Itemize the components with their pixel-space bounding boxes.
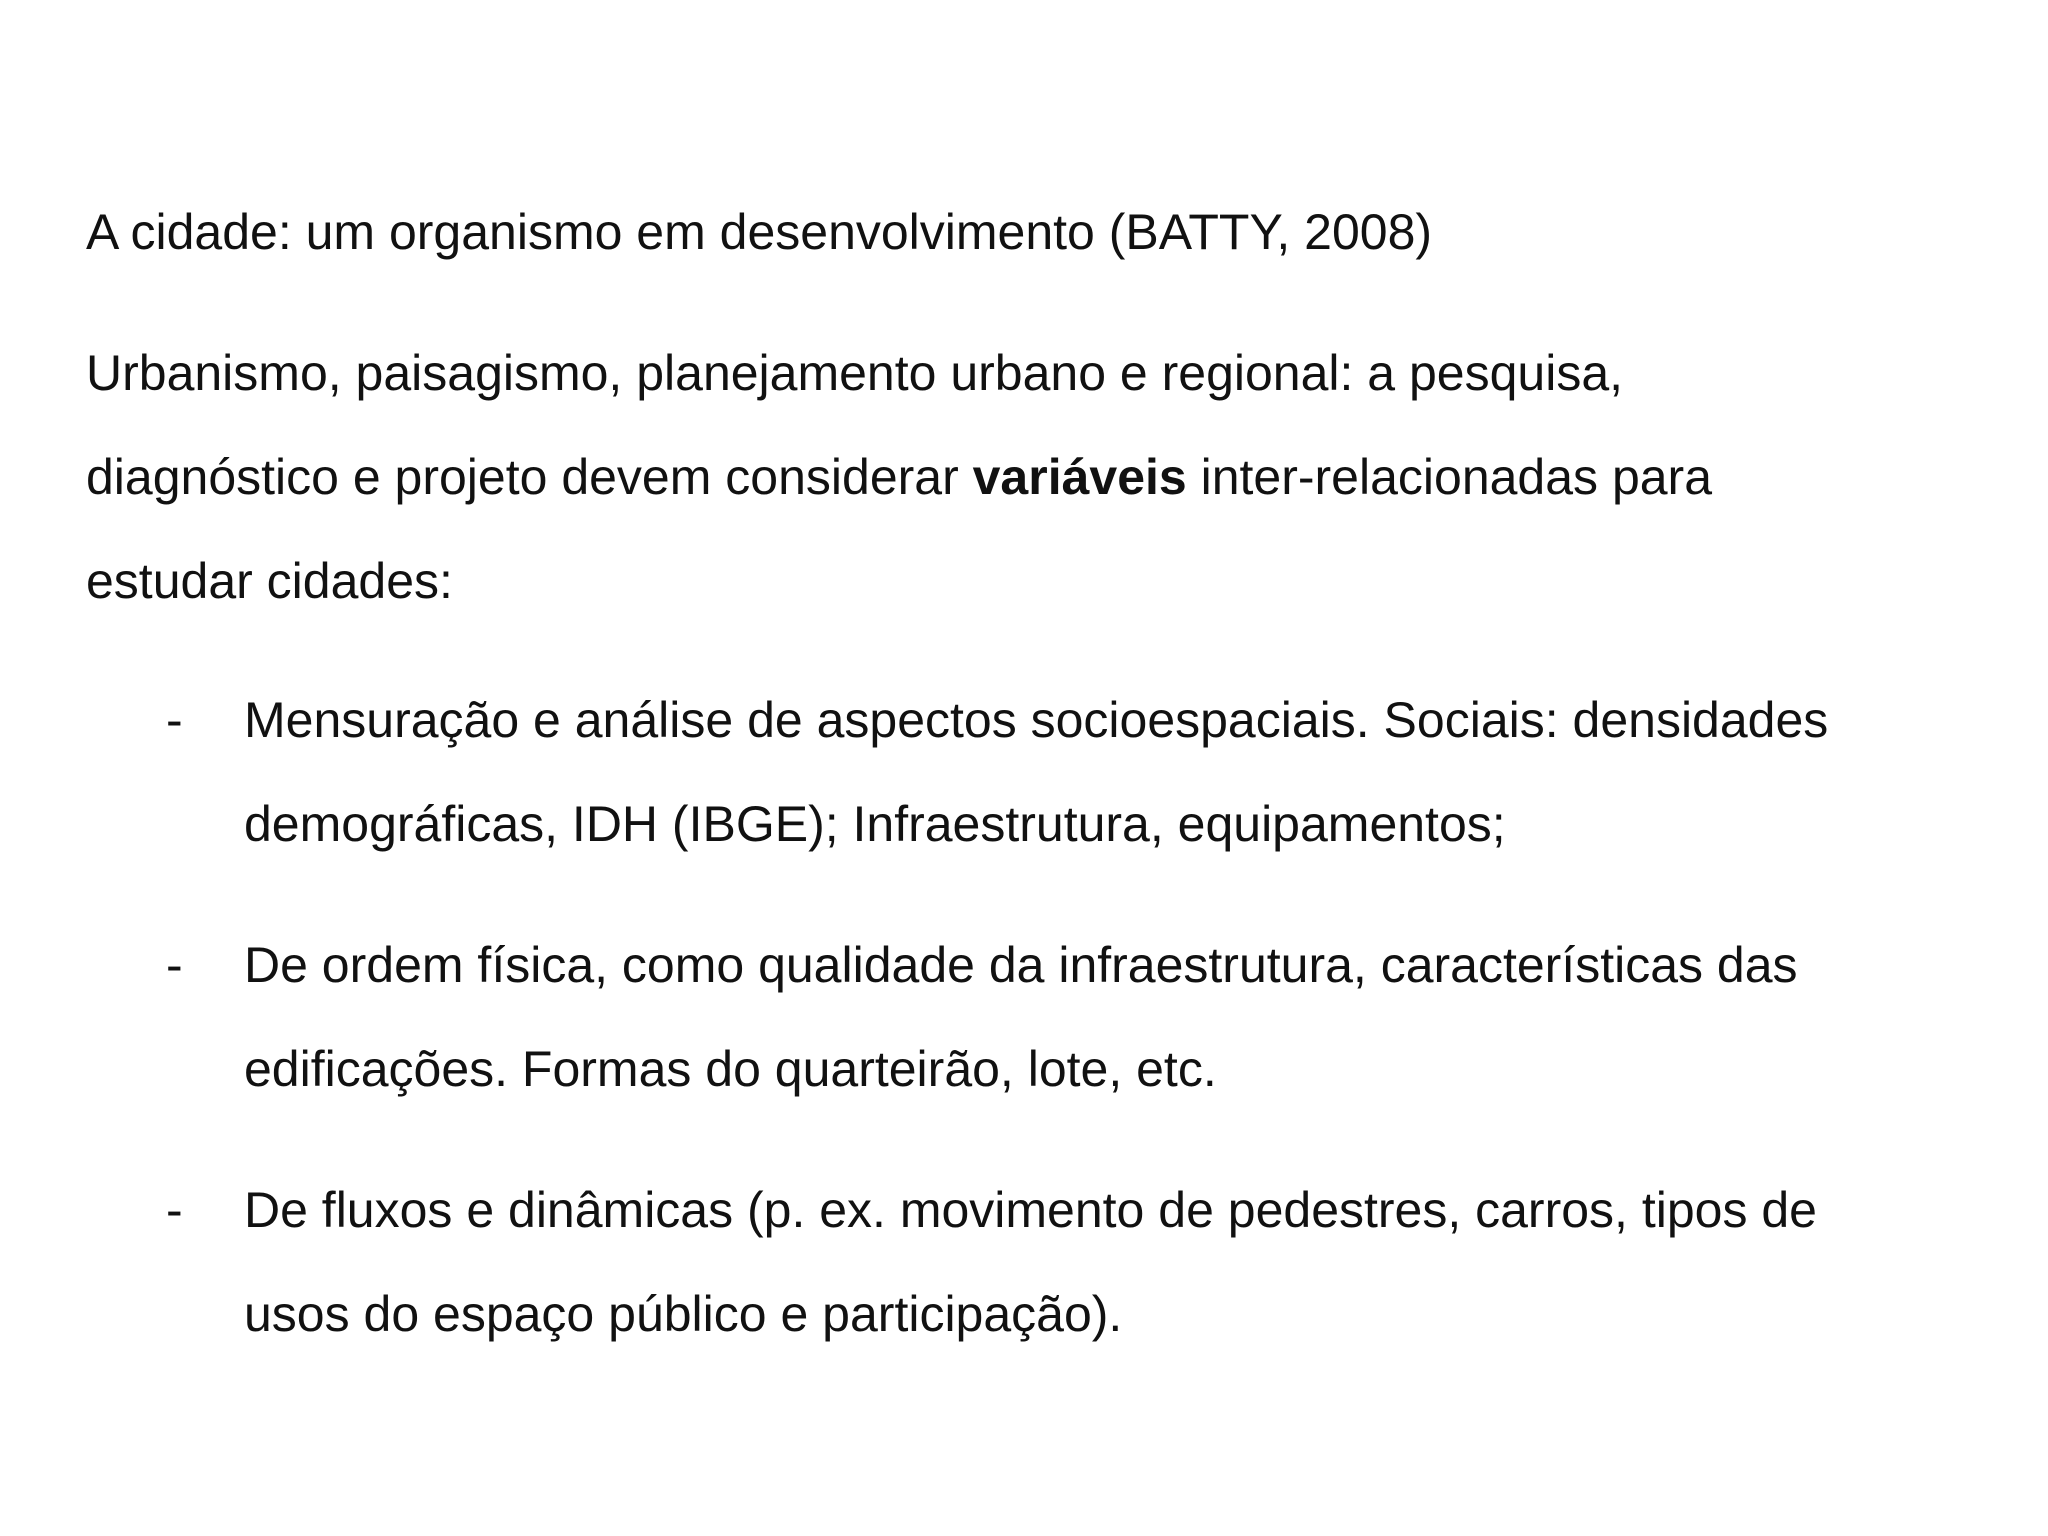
intro-line-3: estudar cidades: — [86, 553, 453, 609]
bullet-text-line: edificações. Formas do quarteirão, lote, etc. — [244, 1041, 1217, 1097]
intro-line-1: Urbanismo, paisagismo, planejamento urbano e regional: a pesquisa, — [86, 345, 1624, 401]
bullet-text-line: usos do espaço público e participação). — [244, 1286, 1123, 1342]
bullet-text-line: demográficas, IDH (IBGE); Infraestrutura, equipamentos; — [244, 796, 1506, 852]
bullet-item — [0, 690, 2048, 910]
bullet-text-line: De ordem física, como qualidade da infraestrutura, características das — [244, 937, 1798, 993]
emphasis-variaveis: variáveis — [972, 449, 1187, 505]
bullet-text-line: De fluxos e dinâmicas (p. ex. movimento de pedestres, carros, tipos de — [244, 1182, 1817, 1238]
bullet-marker: - — [166, 937, 183, 993]
bullet-item — [0, 1180, 2048, 1400]
intro-line-2 — [86, 447, 1712, 507]
intro-text: inter-relacionadas para — [1186, 449, 1713, 505]
bullet-text-line: Mensuração e análise de aspectos socioespaciais. Sociais: densidades — [244, 692, 1829, 748]
bullet-marker: - — [166, 1182, 183, 1238]
slide-heading: A cidade: um organismo em desenvolvimento (BATTY, 2008) — [86, 204, 1433, 260]
bullet-item — [0, 935, 2048, 1155]
intro-text: diagnóstico e projeto devem considerar — [86, 449, 973, 505]
bullet-marker: - — [166, 692, 183, 748]
